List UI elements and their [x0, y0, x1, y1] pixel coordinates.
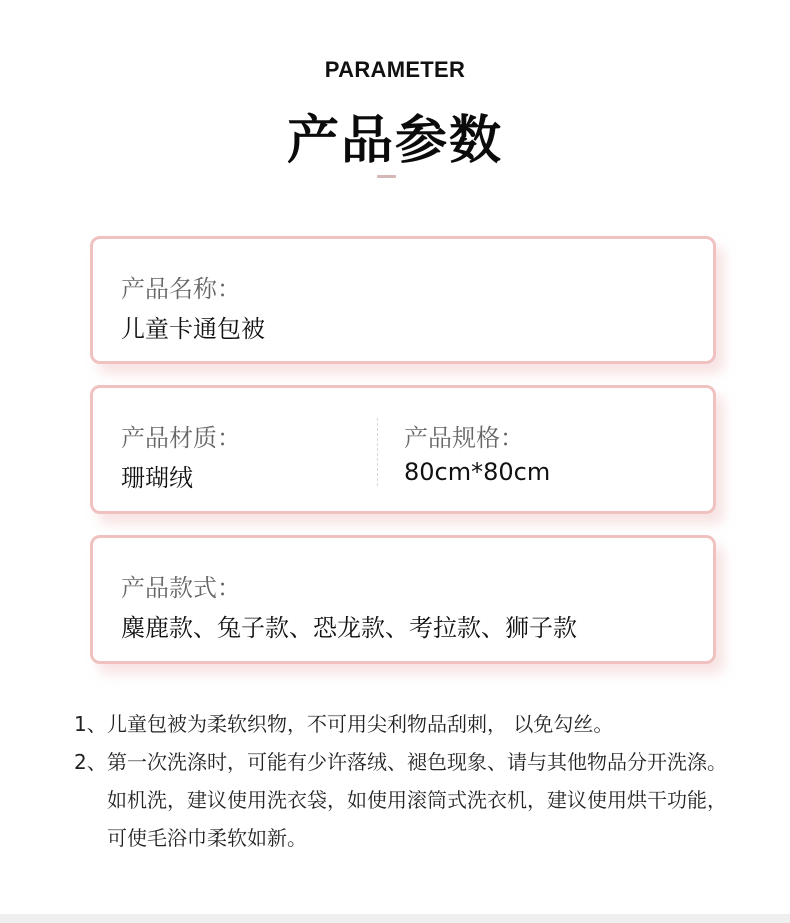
section-subtitle-en: PARAMETER [324, 57, 466, 82]
material-value: 珊瑚绒 [121, 464, 193, 492]
product-name-value: 儿童卡通包被 [121, 315, 265, 343]
style-value: 麋鹿款、兔子款、恐龙款、考拉款、狮子款 [121, 614, 577, 642]
vertical-divider [377, 418, 378, 486]
product-name-label: 产品名称： [121, 275, 241, 303]
section-title: 产品参数 [286, 111, 503, 171]
care-notes [74, 705, 734, 857]
care-note [74, 743, 734, 857]
bottom-band [0, 914, 790, 923]
note-number: 2、 [74, 750, 107, 774]
size-label: 产品规格： [404, 424, 524, 452]
note-text: 第一次洗涤时，可能有少许落绒、褪色现象、请与其他物品分开洗涤。如机洗，建议使用洗衣袋，如使用滚筒式洗衣机，建议使用烘干功能，可使毛浴巾柔软如新。 [107, 750, 727, 850]
material-label: 产品材质： [121, 424, 241, 452]
care-note [74, 705, 734, 743]
style-label: 产品款式： [121, 574, 241, 602]
title-underline-divider [377, 175, 396, 178]
material-size-card [90, 385, 716, 514]
style-card [90, 535, 716, 664]
size-value: 80cm*80cm [404, 458, 551, 486]
note-text: 儿童包被为柔软织物，不可用尖利物品刮刺， 以免勾丝。 [107, 712, 614, 736]
product-name-card [90, 236, 716, 364]
note-number: 1、 [74, 712, 107, 736]
